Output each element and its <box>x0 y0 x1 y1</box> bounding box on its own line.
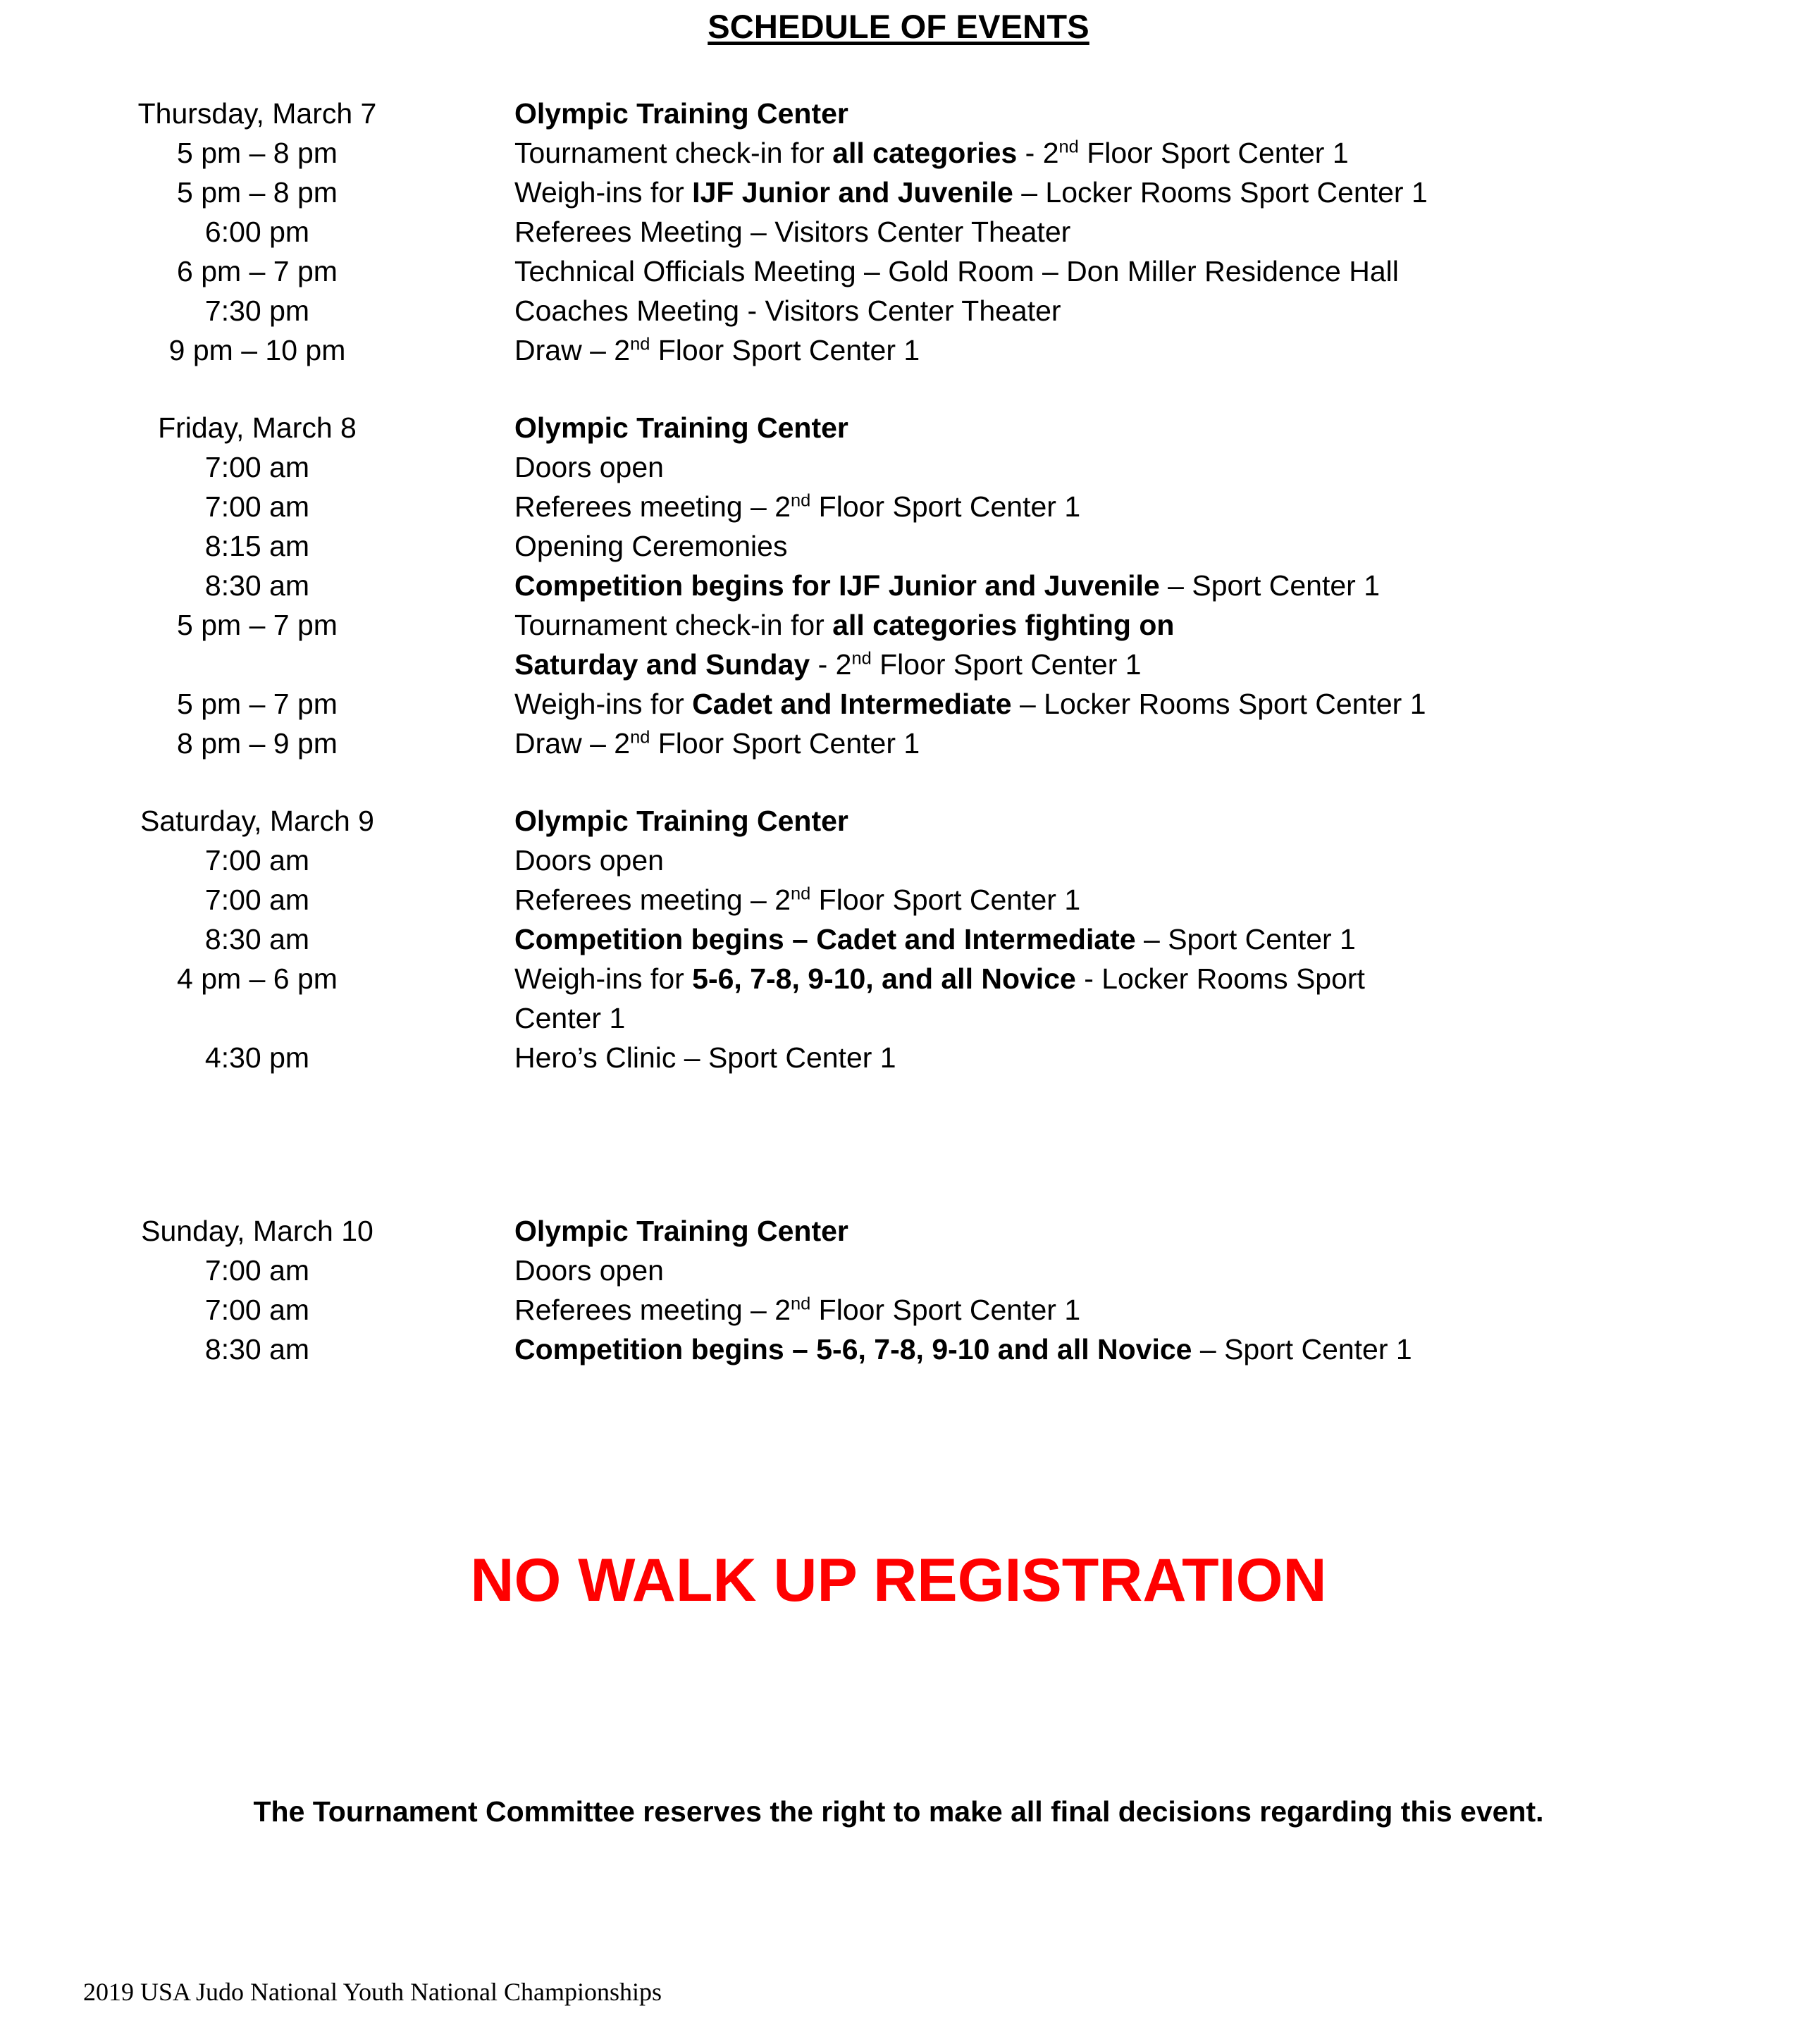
row-time: 7:00 am <box>204 1254 310 1287</box>
row-time: 4 pm – 6 pm <box>177 962 338 995</box>
day-block-saturday <box>0 801 1797 1077</box>
row-desc: Tournament check-in for all categories - 2nd Floor Sport Center 1 <box>514 137 1349 169</box>
row-desc: Coaches Meeting - Visitors Center Theater <box>514 295 1061 327</box>
row-time: 6 pm – 7 pm <box>177 255 338 287</box>
venue-label: Olympic Training Center <box>514 805 848 837</box>
schedule-row <box>0 212 1797 252</box>
schedule-row <box>0 724 1797 763</box>
row-time: 7:30 pm <box>204 295 310 327</box>
day-header-row <box>0 408 1797 447</box>
schedule-row <box>0 1251 1797 1290</box>
row-time: 8:30 am <box>204 569 310 602</box>
schedule-row <box>0 252 1797 291</box>
schedule-row <box>0 1290 1797 1330</box>
schedule-row <box>0 447 1797 487</box>
day-label: Thursday, March 7 <box>137 97 377 130</box>
day-label: Sunday, March 10 <box>141 1215 373 1247</box>
row-desc: Weigh-ins for IJF Junior and Juvenile – Locker Rooms Sport Center 1 <box>514 176 1428 209</box>
schedule-row-continuation <box>0 645 1797 684</box>
row-desc: Saturday and Sunday - 2nd Floor Sport Center 1 <box>514 648 1142 681</box>
schedule-row <box>0 684 1797 724</box>
row-time: 7:00 am <box>204 844 310 877</box>
row-desc: Draw – 2nd Floor Sport Center 1 <box>514 727 920 760</box>
row-desc: Competition begins – 5-6, 7-8, 9-10 and all Novice – Sport Center 1 <box>514 1333 1412 1365</box>
day-label: Friday, March 8 <box>158 411 357 444</box>
row-desc: Referees meeting – 2nd Floor Sport Center 1 <box>514 490 1081 523</box>
schedule-row <box>0 841 1797 880</box>
page-title-text: SCHEDULE OF EVENTS <box>708 8 1089 45</box>
footer-event-name: 2019 USA Judo National Youth National Championships <box>83 1978 662 2006</box>
row-time: 5 pm – 8 pm <box>177 137 338 169</box>
row-desc: Competition begins for IJF Junior and Juvenile – Sport Center 1 <box>514 569 1380 602</box>
row-time: 8:15 am <box>204 530 310 562</box>
schedule-row <box>0 291 1797 330</box>
day-block-friday <box>0 408 1797 763</box>
row-time: 7:00 am <box>204 884 310 916</box>
row-time: 9 pm – 10 pm <box>168 334 346 366</box>
schedule-row <box>0 1038 1797 1077</box>
row-time: 5 pm – 7 pm <box>177 688 338 720</box>
schedule-row <box>0 566 1797 605</box>
venue-label: Olympic Training Center <box>514 1215 848 1247</box>
row-desc: Weigh-ins for 5-6, 7-8, 9-10, and all Novice - Locker Rooms Sport <box>514 962 1365 995</box>
row-desc: Tournament check-in for all categories fighting on <box>514 609 1175 641</box>
venue-label: Olympic Training Center <box>514 411 848 444</box>
section-spacer <box>0 370 1797 408</box>
row-time: 6:00 pm <box>204 216 310 248</box>
committee-disclaimer: The Tournament Committee reserves the right to make all final decisions regarding this event. <box>253 1795 1544 1828</box>
day-header-row <box>0 94 1797 133</box>
row-desc: Referees meeting – 2nd Floor Sport Center 1 <box>514 884 1081 916</box>
schedule-row <box>0 173 1797 212</box>
schedule-row <box>0 330 1797 370</box>
row-desc: Draw – 2nd Floor Sport Center 1 <box>514 334 920 366</box>
row-desc: Competition begins – Cadet and Intermediate – Sport Center 1 <box>514 923 1356 955</box>
day-label: Saturday, March 9 <box>140 805 374 837</box>
venue-label: Olympic Training Center <box>514 97 848 130</box>
row-time: 5 pm – 7 pm <box>177 609 338 641</box>
row-desc: Weigh-ins for Cadet and Intermediate – Locker Rooms Sport Center 1 <box>514 688 1426 720</box>
row-desc: Doors open <box>514 451 664 483</box>
no-walk-up-registration-notice: NO WALK UP REGISTRATION <box>470 1547 1327 1614</box>
day-block-thursday <box>0 94 1797 370</box>
row-desc: Opening Ceremonies <box>514 530 788 562</box>
row-time: 8:30 am <box>204 923 310 955</box>
row-time: 7:00 am <box>204 490 310 523</box>
page-title <box>0 0 1797 46</box>
schedule-row <box>0 487 1797 526</box>
schedule-row <box>0 919 1797 959</box>
schedule-row <box>0 526 1797 566</box>
row-time: 4:30 pm <box>204 1041 310 1074</box>
schedule-row <box>0 880 1797 919</box>
section-spacer <box>0 763 1797 801</box>
row-time: 7:00 am <box>204 451 310 483</box>
schedule-row <box>0 605 1797 645</box>
schedule-row-continuation <box>0 998 1797 1038</box>
row-desc: Technical Officials Meeting – Gold Room – Don Miller Residence Hall <box>514 255 1399 287</box>
row-desc: Referees meeting – 2nd Floor Sport Center 1 <box>514 1294 1081 1326</box>
row-desc: Hero’s Clinic – Sport Center 1 <box>514 1041 896 1074</box>
schedule-row <box>0 133 1797 173</box>
row-desc: Doors open <box>514 844 664 877</box>
row-desc: Referees Meeting – Visitors Center Theater <box>514 216 1071 248</box>
section-spacer-large <box>0 1077 1797 1211</box>
day-header-row <box>0 801 1797 841</box>
schedule-row <box>0 1330 1797 1369</box>
row-desc: Doors open <box>514 1254 664 1287</box>
row-time: 8:30 am <box>204 1333 310 1365</box>
schedule-row <box>0 959 1797 998</box>
day-block-sunday <box>0 1211 1797 1369</box>
row-time: 7:00 am <box>204 1294 310 1326</box>
day-header-row <box>0 1211 1797 1251</box>
row-time: 8 pm – 9 pm <box>177 727 338 760</box>
row-time: 5 pm – 8 pm <box>177 176 338 209</box>
schedule-list <box>0 94 1797 1369</box>
row-desc: Center 1 <box>514 1002 626 1034</box>
